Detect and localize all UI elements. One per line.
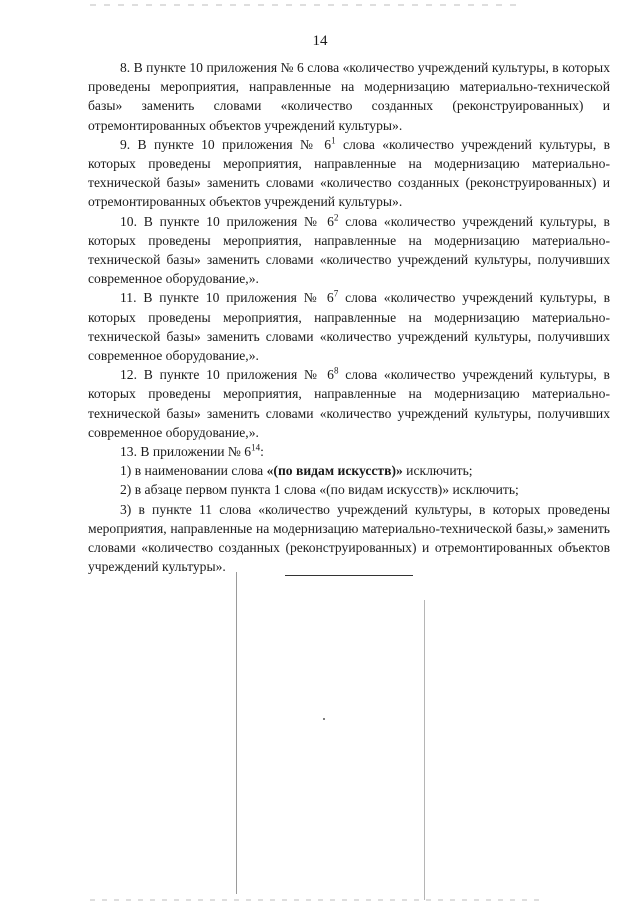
paragraph-item-9	[88, 135, 610, 212]
paragraph-text-after: слова «количество учреждений культуры, в которых проведены мероприятия, направленные на модернизацию материально-технической базы» заменить словами «количество учреждений культуры, получивших современное оборудование,».	[88, 290, 610, 364]
paragraph-text-before: 1) в наименовании слова	[120, 463, 267, 479]
paragraph-text-before: 11. В пункте 10 приложения № 6	[120, 290, 334, 306]
paragraph-text-after: исключить;	[402, 463, 473, 479]
paragraph-item-8	[88, 58, 610, 135]
paragraph-text-after: слова «количество учреждений культуры, в которых проведены мероприятия, направленные на модернизацию материально-технической базы» заменить словами «количество созданных (реконструированных) и отремонтированных объектов учреждений культуры».	[88, 136, 610, 210]
paragraph-text-after: слова «количество учреждений культуры, в которых проведены мероприятия, направленные на модернизацию материально-технической базы» заменить словами «количество учреждений культуры, получивших современное оборудование,».	[88, 367, 610, 440]
paragraph-text: 8. В пункте 10 приложения № 6 слова «количество учреждений культуры, в которых проведены мероприятия, направленные на модернизацию материально-технической базы» заменить словами «количество созданных (реконструированных) и отремонтированных объектов учреждений культуры».	[88, 60, 610, 133]
subitem-2	[88, 480, 610, 499]
paragraph-text-before: 10. В пункте 10 приложения № 6	[120, 213, 334, 229]
bold-phrase: «(по видам искусств)»	[266, 463, 403, 479]
paragraph-text-after: слова «количество учреждений культуры, в которых проведены мероприятия, направленные на модернизацию материально-технической базы» заменить словами «количество учреждений культуры, получивших современное оборудование,».	[88, 213, 610, 287]
paragraph-item-10	[88, 212, 610, 289]
superscript: 14	[251, 442, 261, 453]
superscript: 7	[333, 288, 339, 299]
subitem-3	[88, 500, 610, 577]
superscript: 2	[333, 212, 339, 223]
scan-artifact-top	[90, 4, 520, 6]
paragraph-text-before: 12. В пункте 10 приложения № 6	[120, 367, 334, 383]
paragraph-text: 2) в абзаце первом пункта 1 слова «(по видам искусств)» исключить;	[120, 482, 519, 498]
paragraph-text: 3) в пункте 11 слова «количество учреждений культуры, в которых проведены мероприятия, направленные на модернизацию материально-технической базы,» заменить словами «количество созданных (реконструированных) и отремонтированных объектов учреждений культуры».	[88, 501, 610, 575]
paragraph-text-after: :	[260, 444, 264, 460]
scan-artifact-bottom	[90, 899, 540, 901]
paragraph-text-before: 13. В приложении № 6	[120, 444, 252, 460]
superscript: 1	[331, 135, 336, 146]
scan-artifact-dot	[323, 718, 325, 720]
scan-artifact-line-left	[236, 572, 237, 894]
superscript: 8	[333, 365, 339, 376]
paragraph-item-13	[88, 442, 610, 461]
scan-artifact-line-right	[424, 600, 425, 900]
end-divider	[285, 575, 413, 576]
subitem-1	[88, 461, 610, 480]
paragraph-item-12	[88, 365, 610, 442]
paragraph-item-11	[88, 288, 610, 365]
paragraph-text-before: 9. В пункте 10 приложения № 6	[120, 136, 332, 152]
document-body	[88, 58, 610, 576]
page-number: 14	[312, 33, 328, 49]
